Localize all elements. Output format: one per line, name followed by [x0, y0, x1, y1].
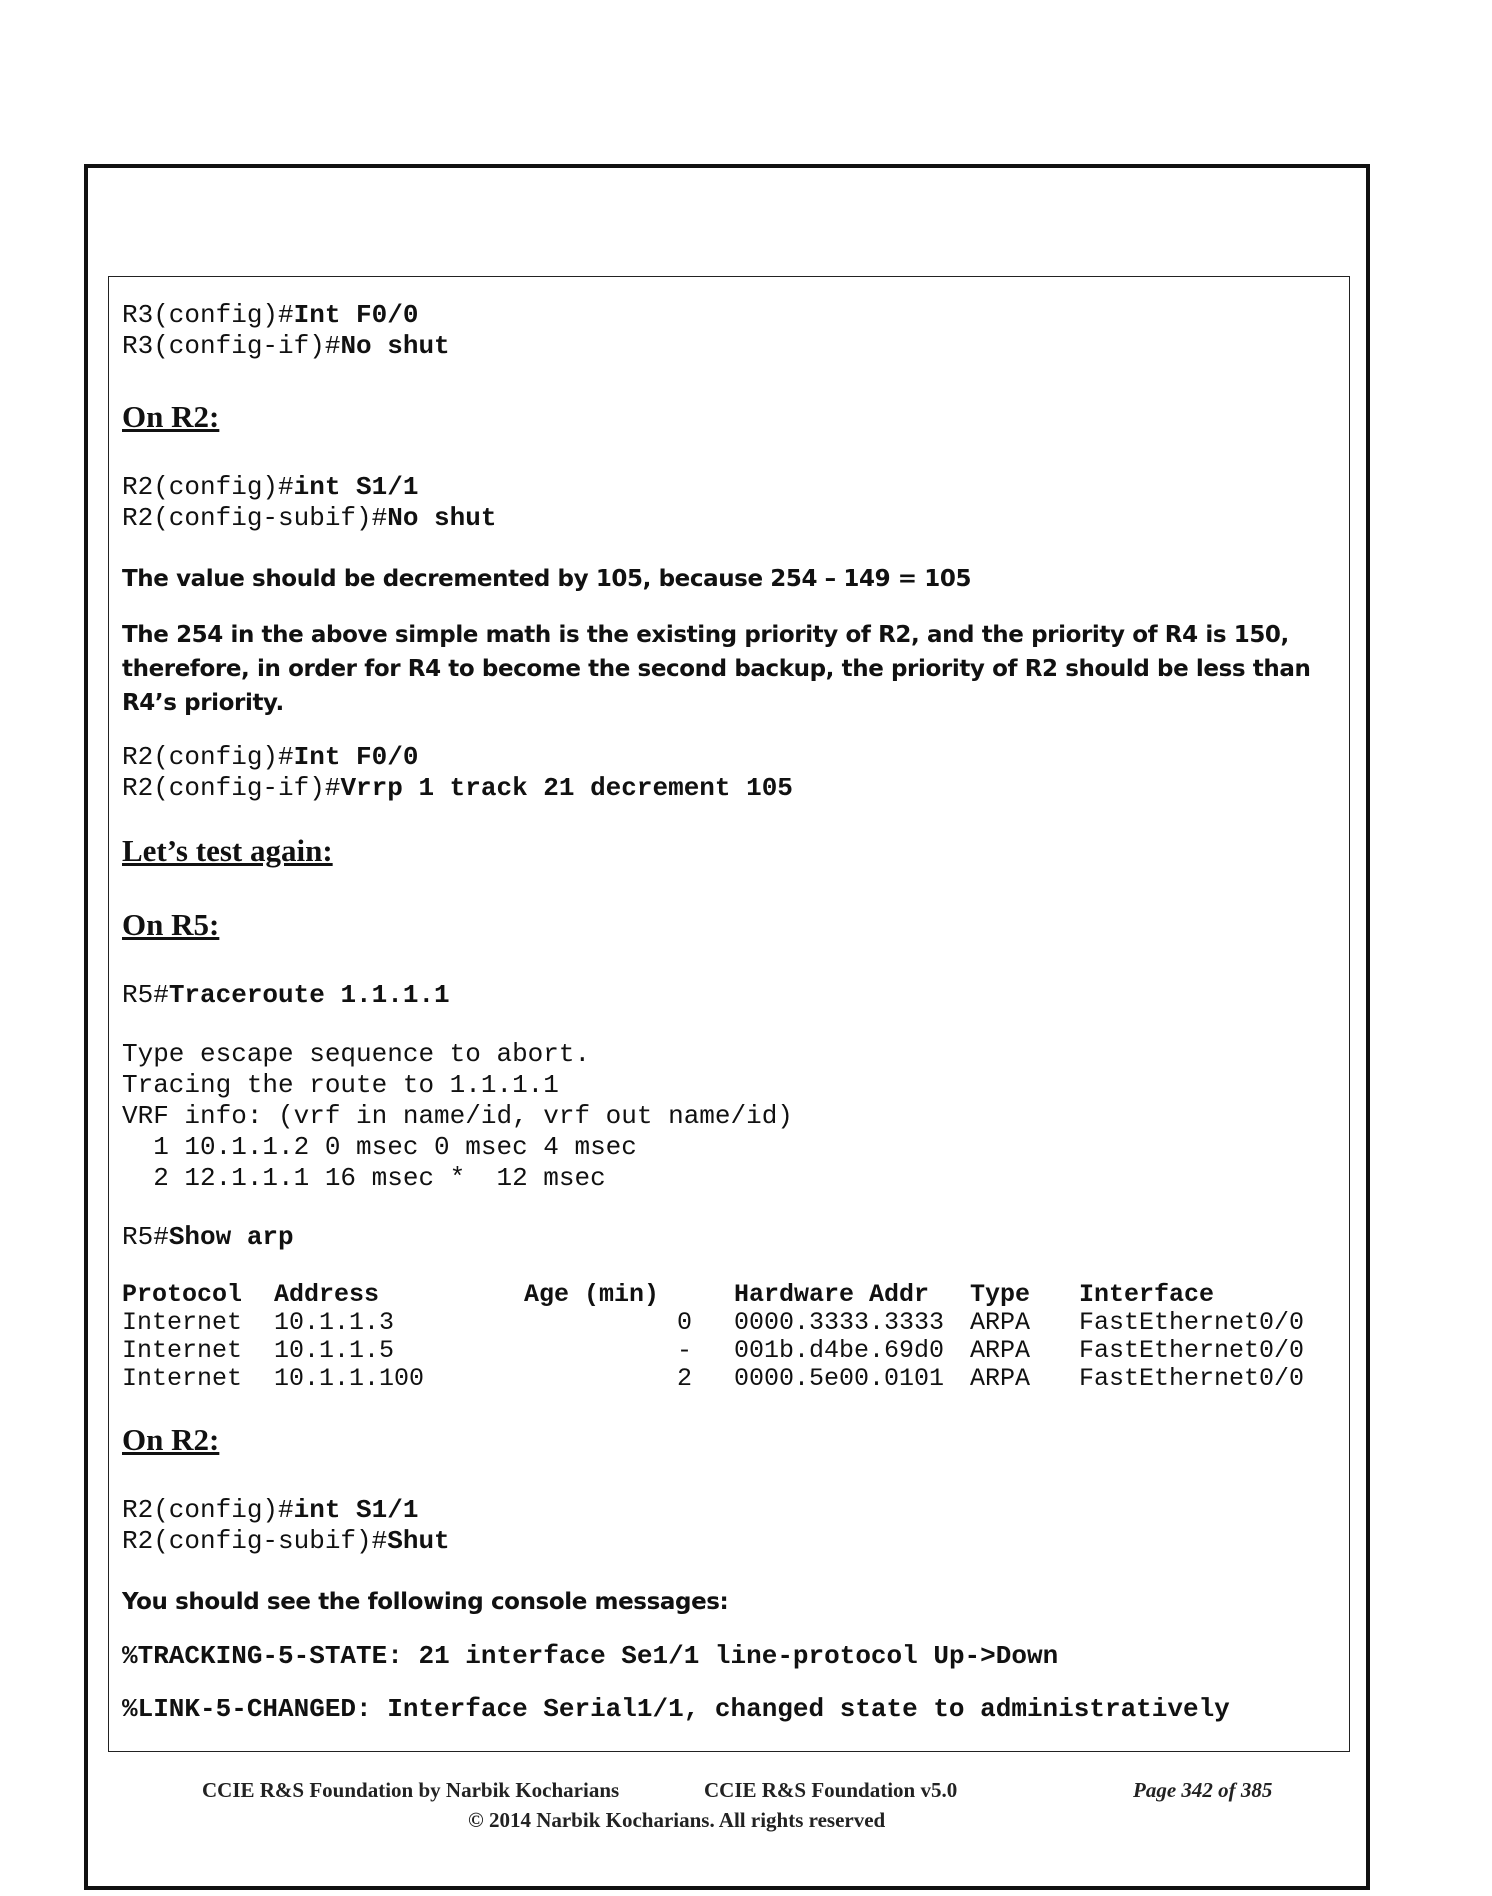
cli-prompt: 2 12.1.1.1 16 msec * 12 msec — [122, 1163, 606, 1193]
spacer — [122, 1459, 1332, 1495]
arp-table-header-row — [122, 1281, 1309, 1309]
cli-command: %TRACKING-5-STATE: — [122, 1641, 403, 1671]
footer-version: CCIE R&S Foundation v5.0 — [704, 1778, 958, 1802]
cli-line — [122, 1495, 1332, 1526]
cli-command: int S1/1 — [293, 472, 419, 502]
cli-prompt: R2(config)# — [122, 1495, 294, 1525]
section-heading: On R2: — [122, 1422, 220, 1457]
cli-command: 21 interface Se1/1 line-protocol Up->Down — [402, 1641, 1059, 1671]
arp-cell: 001b.d4be.69d0 — [734, 1336, 945, 1365]
arp-cell: Internet — [122, 1336, 243, 1365]
arp-cell: 10.1.1.5 — [274, 1336, 395, 1365]
arp-cell: Internet — [122, 1308, 243, 1337]
spacer — [122, 362, 1332, 398]
cli-prompt: R3(config-if)# — [122, 331, 341, 361]
cli-prompt: R3(config)# — [122, 300, 294, 330]
cli-prompt: R2(config-if)# — [122, 773, 341, 803]
cli-line — [122, 980, 1332, 1011]
spacer — [122, 870, 1332, 906]
cli-prompt: Tracing the route to 1.1.1.1 — [122, 1070, 559, 1100]
arp-cell: FastEthernet0/0 — [1079, 1364, 1305, 1393]
spacer — [122, 720, 1332, 742]
arp-cell: ARPA — [970, 1364, 1031, 1393]
cli-line — [122, 1694, 1332, 1725]
cli-line — [122, 1039, 1332, 1070]
cli-code-block — [122, 742, 1332, 804]
table-row — [122, 1365, 1309, 1393]
arp-cell: ARPA — [970, 1336, 1031, 1365]
cli-line — [122, 472, 1332, 503]
cli-line — [122, 1222, 1332, 1253]
arp-cell: - — [676, 1336, 692, 1365]
spacer — [122, 1619, 1332, 1641]
arp-table — [122, 1281, 1309, 1393]
cli-prompt: Type escape sequence to abort. — [122, 1039, 591, 1069]
cli-command: Traceroute 1.1.1.1 — [168, 980, 450, 1010]
cli-code-block — [122, 1039, 1332, 1194]
arp-cell: 10.1.1.3 — [274, 1308, 395, 1337]
arp-cell: 0000.3333.3333 — [734, 1308, 945, 1337]
cli-code-block — [122, 1495, 1332, 1557]
arp-column-header: Protocol — [122, 1280, 243, 1309]
arp-cell: ARPA — [970, 1308, 1031, 1337]
spacer — [122, 436, 1332, 472]
spacer — [122, 1557, 1332, 1585]
explanation-text: The 254 in the above simple math is the existing priority of R2, and the priority of R4 is 150, therefore, in order for R4 to become the second backup, the priority of R2 should be less than R4’s priority. — [122, 622, 1311, 716]
cli-command: Interface Serial1/1, changed state to administratively — [371, 1694, 1230, 1724]
cli-command: No shut — [340, 331, 450, 361]
arp-column-header: Address — [274, 1280, 380, 1309]
cli-line — [122, 742, 1332, 773]
arp-cell: 10.1.1.100 — [274, 1364, 425, 1393]
arp-cell: FastEthernet0/0 — [1079, 1336, 1305, 1365]
table-row — [122, 1309, 1309, 1337]
cli-command: Int F0/0 — [293, 300, 419, 330]
cli-command: Show arp — [168, 1222, 294, 1252]
cli-code-block — [122, 1641, 1332, 1672]
spacer — [122, 534, 1332, 562]
spacer — [122, 1011, 1332, 1039]
cli-line — [122, 1163, 1332, 1194]
document-content — [122, 300, 1332, 1725]
footer-copyright: © 2014 Narbik Kocharians. All rights reserved — [468, 1808, 886, 1832]
spacer — [122, 596, 1332, 618]
section-heading: On R2: — [122, 399, 220, 434]
cli-command: Int F0/0 — [293, 742, 419, 772]
explanation-text: The value should be decremented by 105, because 254 – 149 = 105 — [122, 566, 972, 592]
arp-column-header: Type — [970, 1280, 1031, 1309]
spacer — [122, 944, 1332, 980]
section-heading: On R5: — [122, 907, 220, 942]
cli-line — [122, 1641, 1332, 1672]
cli-command: int S1/1 — [293, 1495, 419, 1525]
spacer — [122, 1253, 1332, 1281]
cli-code-block — [122, 300, 1332, 362]
cli-prompt: R2(config-subif)# — [122, 503, 388, 533]
cli-prompt: R2(config)# — [122, 472, 294, 502]
section-heading: Let’s test again: — [122, 833, 333, 868]
cli-prompt: R5# — [122, 1222, 169, 1252]
arp-column-header: Age (min) — [524, 1280, 660, 1309]
arp-column-header: Interface — [1079, 1280, 1215, 1309]
spacer — [122, 1393, 1332, 1421]
table-row — [122, 1337, 1309, 1365]
arp-cell: FastEthernet0/0 — [1079, 1308, 1305, 1337]
cli-prompt: VRF info: (vrf in name/id, vrf out name/id) — [122, 1101, 793, 1131]
cli-prompt: R2(config)# — [122, 742, 294, 772]
spacer — [122, 1672, 1332, 1694]
arp-cell: 0000.5e00.0101 — [734, 1364, 945, 1393]
arp-cell: Internet — [122, 1364, 243, 1393]
cli-command: No shut — [387, 503, 497, 533]
explanation-text: You should see the following console messages: — [122, 1589, 729, 1615]
cli-code-block — [122, 980, 1332, 1011]
cli-prompt: R2(config-subif)# — [122, 1526, 388, 1556]
cli-line — [122, 1070, 1332, 1101]
arp-column-header: Hardware Addr — [734, 1280, 930, 1309]
cli-line — [122, 503, 1332, 534]
cli-line — [122, 1101, 1332, 1132]
footer-book-title: CCIE R&S Foundation by Narbik Kocharians — [202, 1778, 620, 1802]
spacer — [122, 804, 1332, 832]
cli-command: Shut — [387, 1526, 450, 1556]
cli-line — [122, 1526, 1332, 1557]
cli-prompt: R5# — [122, 980, 169, 1010]
arp-cell: 2 — [676, 1364, 692, 1393]
footer-page-number: Page 342 of 385 — [1133, 1778, 1273, 1802]
cli-line — [122, 300, 1332, 331]
cli-prompt: 1 10.1.1.2 0 msec 0 msec 4 msec — [122, 1132, 637, 1162]
cli-code-block — [122, 472, 1332, 534]
arp-cell: 0 — [676, 1308, 692, 1337]
spacer — [122, 1194, 1332, 1222]
cli-line — [122, 1132, 1332, 1163]
cli-command: Vrrp 1 track 21 decrement 105 — [340, 773, 793, 803]
cli-line — [122, 331, 1332, 362]
cli-code-block — [122, 1694, 1332, 1725]
cli-code-block — [122, 1222, 1332, 1253]
cli-command: %LINK-5-CHANGED: — [122, 1694, 372, 1724]
cli-line — [122, 773, 1332, 804]
